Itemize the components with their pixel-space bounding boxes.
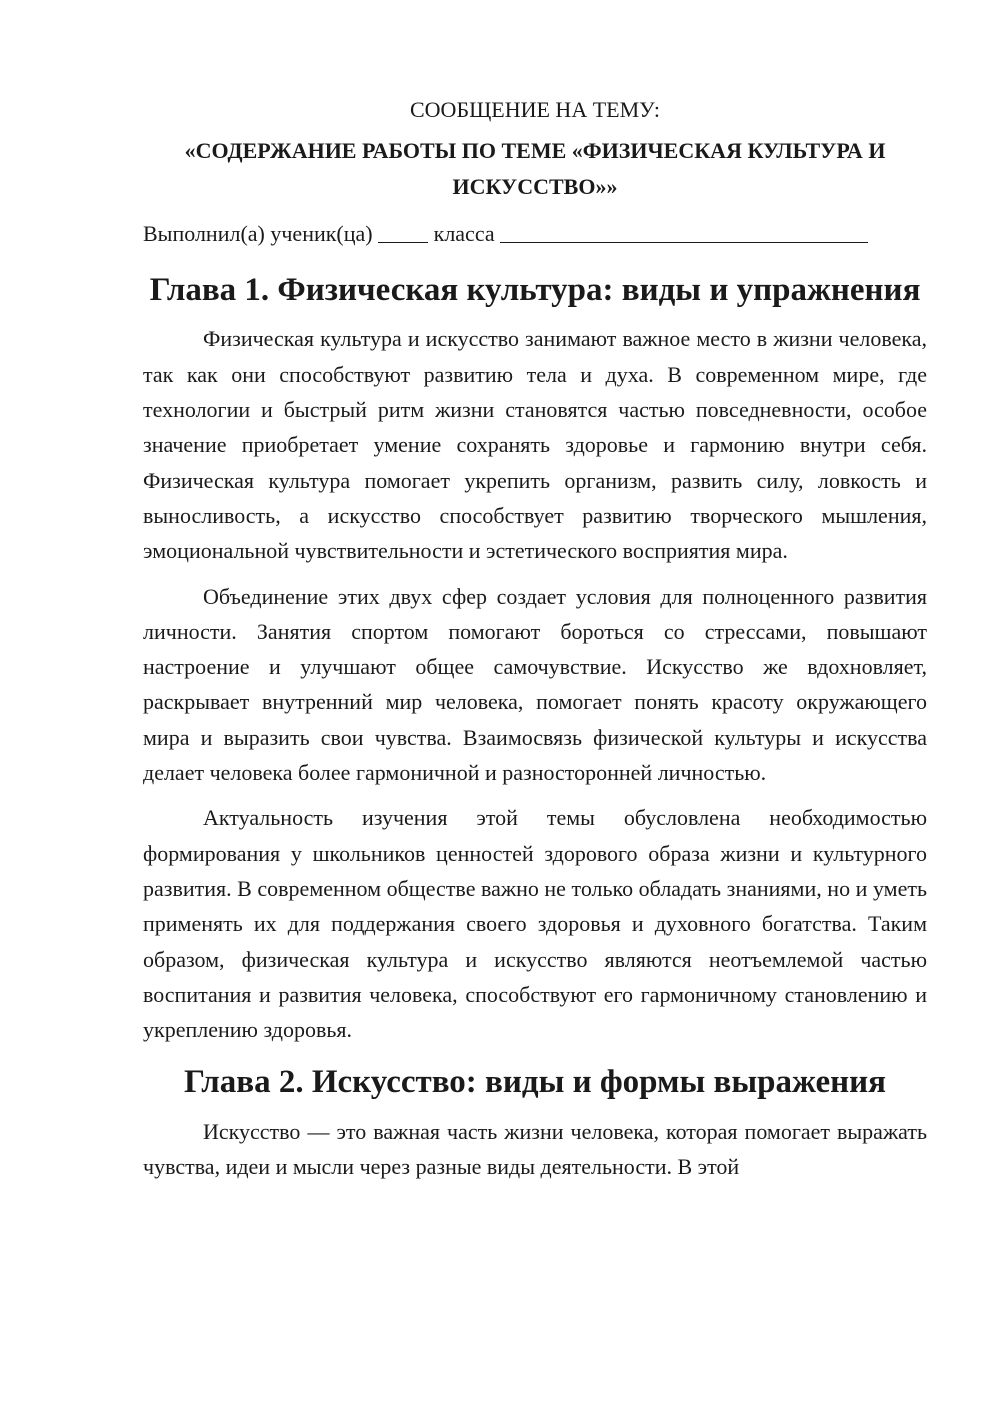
chapter-1-title: Глава 1. Физическая культура: виды и упражнения [149, 272, 921, 309]
chapter-2-title: Глава 2. Искусство: виды и формы выражения [184, 1064, 886, 1101]
chapter-1-paragraph-1: Физическая культура и искусство занимают важное место в жизни человека, так как они способствуют развитию тела и духа. В современном мире, где технологии и быстрый ритм жизни становятся частью повседневности, особое значение приобретает умение сохранять здоровье и гармонию внутри себя. Физическая культура помогает укрепить организм, развить силу, ловкость и выносливость, а искусство способствует развитию творческого мышления, эмоциональной чувствительности и эстетического восприятия мира. [143, 326, 927, 564]
chapter-1-paragraph-3: Актуальность изучения этой темы обусловлена необходимостью формирования у школьников ценностей здорового образа жизни и культурного развития. В современном обществе важно не только обладать знаниями, но и уметь применять их для поддержания своего здоровья и духовного богатства. Таким образом, физическая культура и искусство являются неотъемлемой частью воспитания и развития человека, способствуют его гармоничному становлению и укреплению здоровья. [143, 805, 927, 1043]
class-blank [378, 216, 428, 243]
chapter-2-paragraph-1: Искусство — это важная часть жизни человека, которая помогает выражать чувства, идеи и мысли через разные виды деятельности. В этой [143, 1118, 927, 1180]
name-blank [500, 216, 868, 243]
author-line [143, 214, 927, 251]
document-kicker: СООБЩЕНИЕ НА ТЕМУ: [410, 97, 660, 122]
class-label: класса [433, 220, 495, 246]
document-title: «СОДЕРЖАНИЕ РАБОТЫ ПО ТЕМЕ «ФИЗИЧЕСКАЯ КУЛЬТУРА И ИСКУССТВО»» [184, 138, 886, 199]
chapter-1-paragraph-2: Объединение этих двух сфер создает условия для полноценного развития личности. Занятия спортом помогают бороться со стрессами, повышают настроение и улучшают общее самочувствие. Искусство же вдохновляет, раскрывает внутренний мир человека, помогает понять красоту окружающего мира и выразить свои чувства. Взаимосвязь физической культуры и искусства делает человека более гармоничной и разносторонней личностью. [143, 583, 927, 786]
document-page [143, 90, 927, 1194]
author-prefix: Выполнил(а) ученик(ца) [143, 220, 373, 246]
